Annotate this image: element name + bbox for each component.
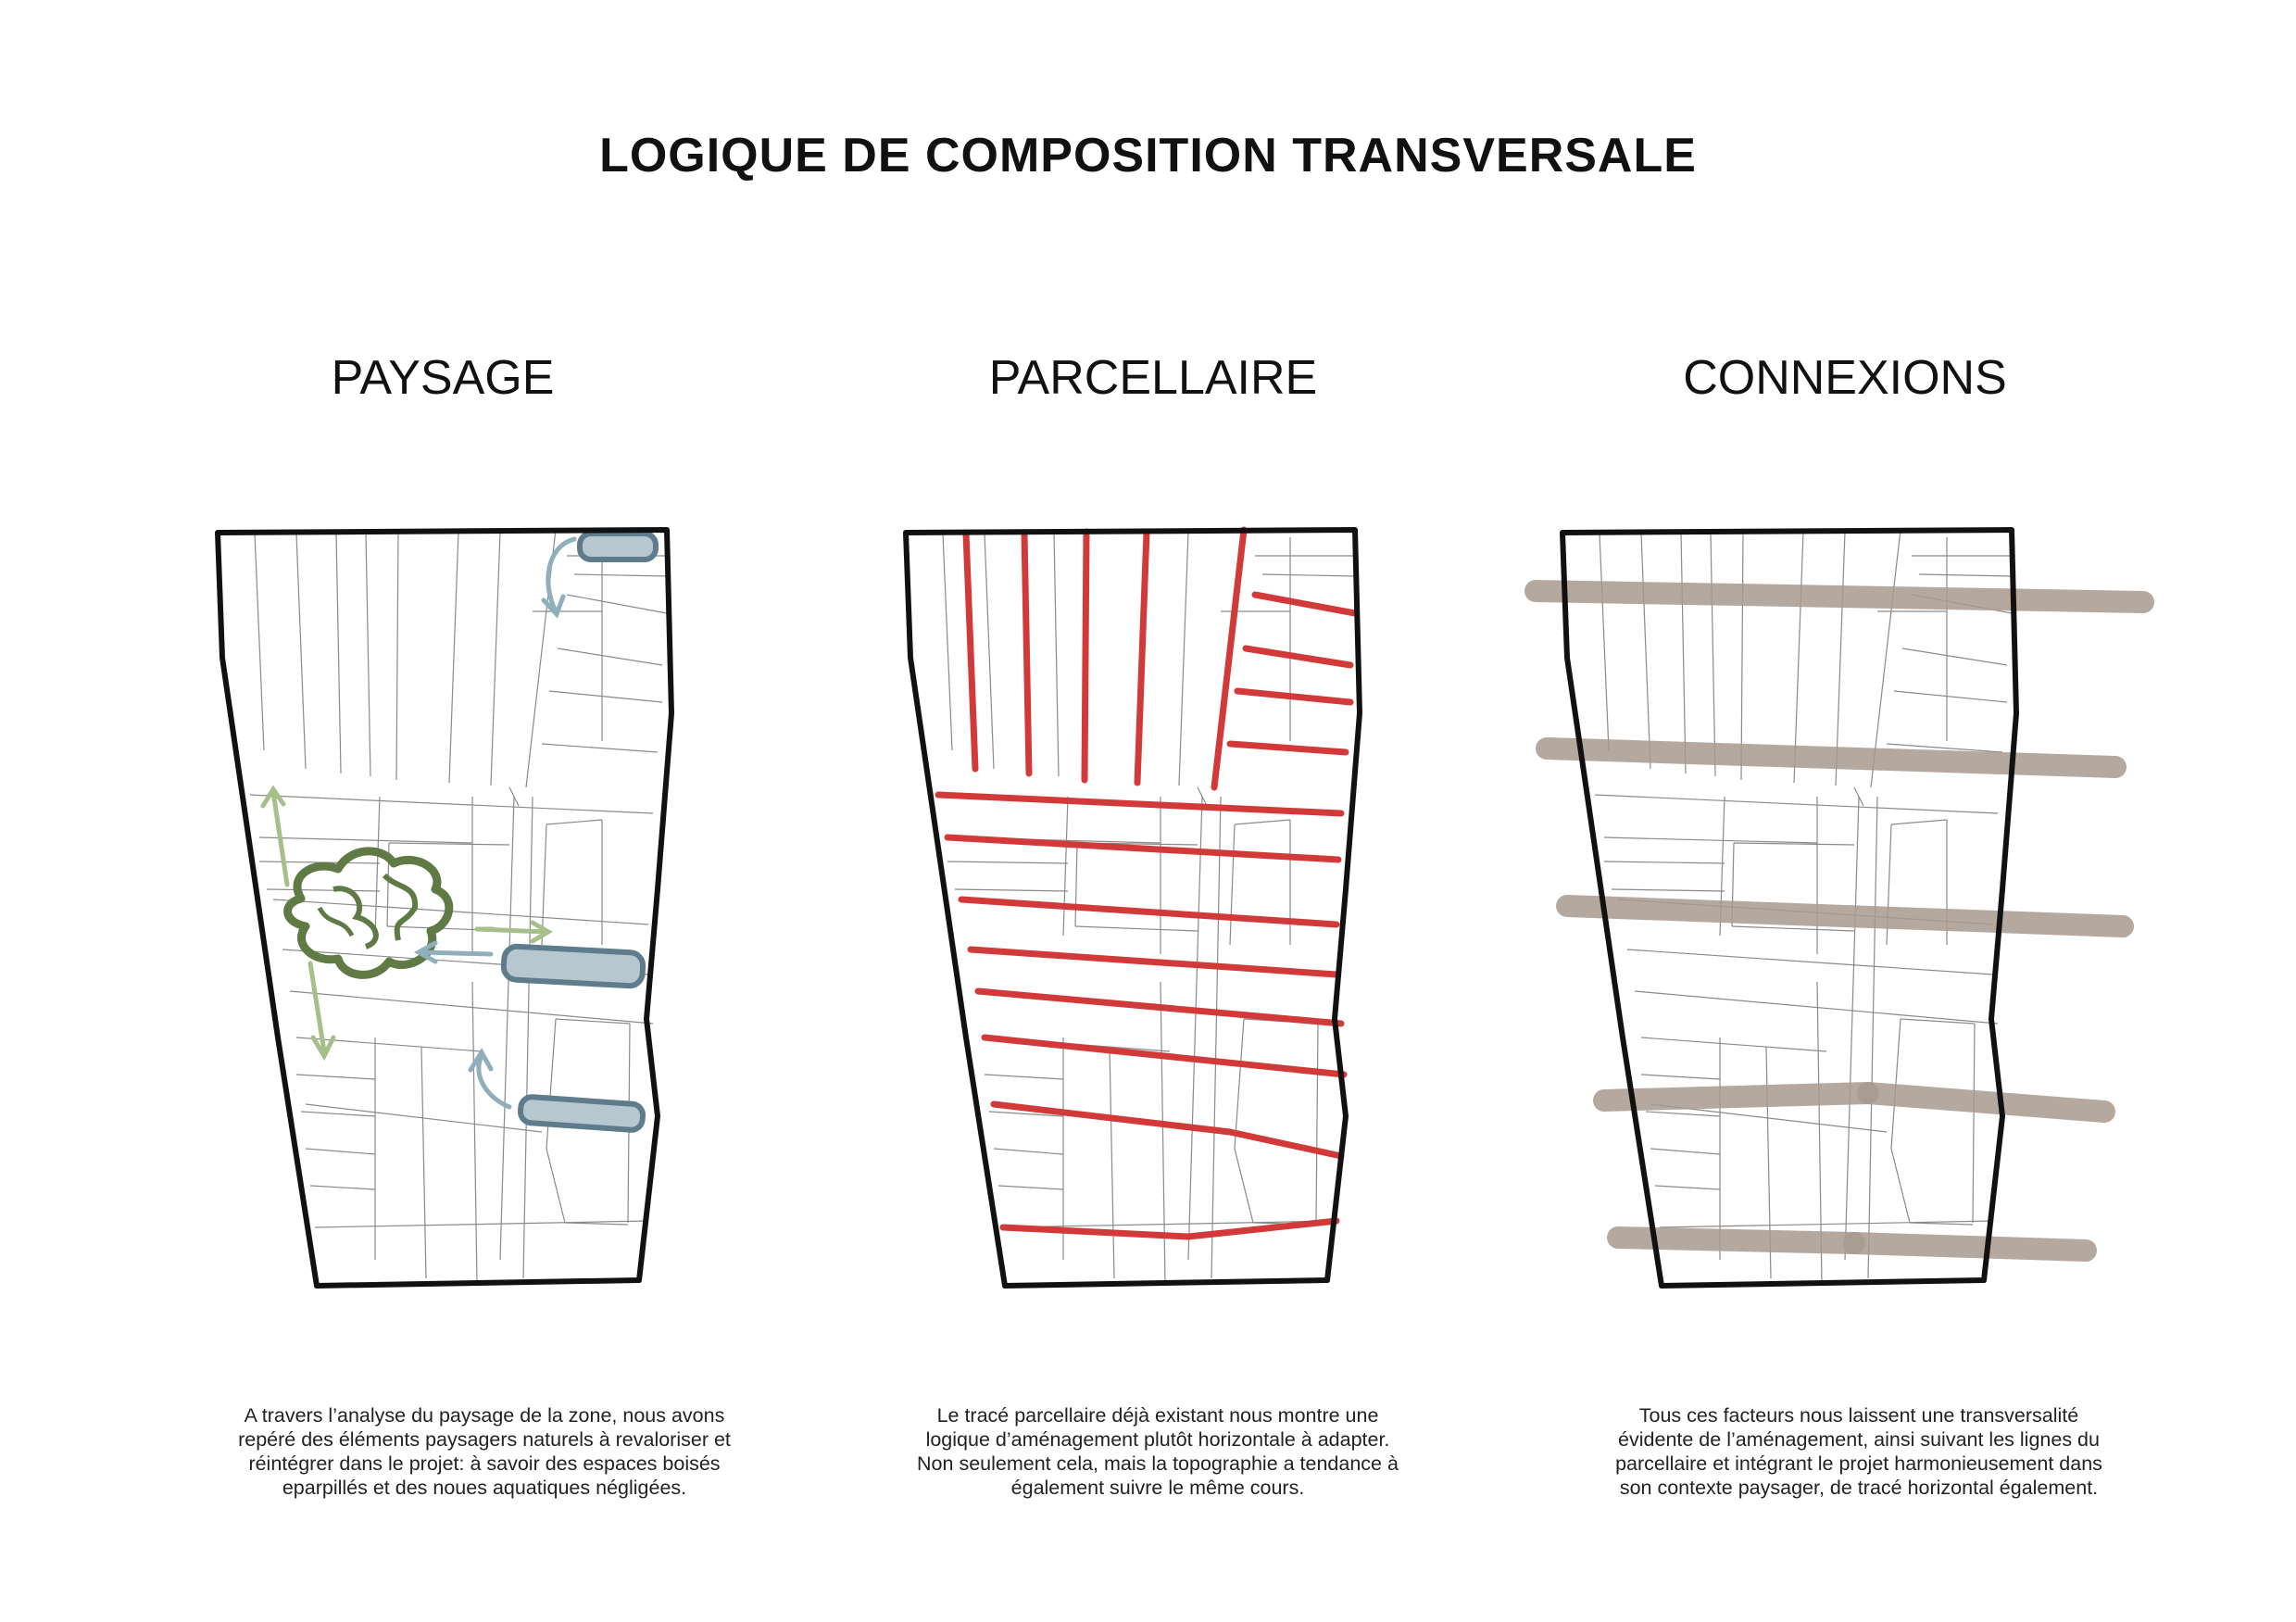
parcel-line — [546, 1019, 556, 1149]
parcel-line — [366, 534, 370, 776]
parcel-line — [1711, 534, 1715, 776]
caption-line: eparpillés et des noues aquatiques négligées. — [282, 1477, 687, 1499]
parcel-line — [1054, 534, 1059, 776]
parcel-line — [396, 532, 398, 780]
caption-line: logique d’aménagement plutôt horizontale à adapter. — [925, 1428, 1390, 1451]
page-title: LOGIQUE DE COMPOSITION TRANSVERSALE — [599, 129, 1697, 182]
parcel-line — [500, 797, 514, 1260]
caption-connexions — [1586, 1403, 2132, 1500]
parcel-line — [1110, 1047, 1114, 1278]
parcel-line — [1627, 949, 1993, 974]
parcel-line — [1732, 926, 1854, 931]
parcel-line — [1973, 1024, 1975, 1223]
parcel-line — [1179, 532, 1188, 786]
parcel-line — [523, 797, 533, 1278]
parcel-line — [1211, 797, 1221, 1278]
parcel-line — [1734, 843, 1854, 845]
parcel-line — [449, 532, 458, 783]
parcel-line — [1845, 797, 1859, 1260]
parcel-line — [1230, 824, 1235, 945]
parcel-line — [375, 797, 380, 936]
caption-line: parcellaire et intégrant le projet harmonieusement dans — [1615, 1452, 2102, 1475]
parcel-line — [1075, 926, 1198, 931]
connexions-map — [1512, 519, 2252, 1315]
parcel-line — [1235, 1019, 1244, 1149]
water-swales — [503, 534, 656, 1131]
parcel-line — [567, 595, 667, 613]
caption-paysage — [211, 1403, 758, 1500]
caption-line: son contexte paysager, de tracé horizontal également. — [1619, 1477, 2099, 1499]
parcel-line — [1641, 1037, 1826, 1051]
parcel-line — [296, 534, 306, 769]
parcel-line — [549, 691, 662, 702]
caption-line: évidente de l’aménagement, ainsi suivant les lignes du — [1618, 1428, 2100, 1451]
parcel-line — [1650, 1149, 1720, 1154]
parcel-line — [310, 1186, 375, 1189]
parcel-line — [1655, 1186, 1720, 1189]
caption-parcellaire — [885, 1403, 1431, 1500]
caption-line: repéré des éléments paysagers naturels à revaloriser et — [238, 1428, 731, 1451]
parcel-line — [1262, 574, 1355, 576]
parcel-line — [574, 574, 667, 576]
parcel-line — [1894, 691, 2007, 702]
parcel-line — [943, 534, 952, 750]
parcel-line — [301, 1112, 375, 1116]
parcel-line — [421, 1047, 426, 1278]
parcel-line — [955, 889, 1068, 891]
parcel-line — [1902, 648, 2007, 665]
cadastral-parcel-lines — [938, 530, 1355, 1283]
parcel-line — [947, 861, 1068, 863]
parcel-line — [1635, 991, 1998, 1024]
parcel-line — [556, 1019, 630, 1024]
parcel-line — [1681, 534, 1686, 773]
caption-line: A travers l’analyse du paysage de la zone, nous avons — [244, 1404, 725, 1427]
parcel-line — [546, 820, 602, 824]
parcel-line — [1891, 1149, 1910, 1223]
parcel-line — [472, 982, 477, 1283]
parcel-line — [1075, 843, 1077, 926]
parcel-line — [1604, 861, 1725, 863]
parcel-line — [336, 534, 341, 773]
parcel-line — [1794, 532, 1803, 783]
parcel-line — [306, 1104, 542, 1132]
parcel-line — [1891, 1019, 1901, 1149]
caption-line: également suivre le même cours. — [1010, 1477, 1305, 1499]
parcel-line — [985, 534, 994, 769]
parcel-line — [1891, 820, 1947, 824]
parcel-line — [267, 889, 380, 891]
parcel-line — [1646, 1112, 1720, 1116]
parcel-line — [994, 1149, 1063, 1154]
parcel-line — [546, 1149, 565, 1223]
parcel-line — [1641, 534, 1650, 769]
parcel-line — [1612, 889, 1725, 891]
parcel-line — [1919, 574, 2012, 576]
parcel-line — [542, 744, 658, 752]
cadastral-parcel-lines — [250, 530, 667, 1283]
parcel-line — [306, 1149, 375, 1154]
heading-connexions: CONNEXIONS — [1683, 351, 2007, 405]
parcel-line — [259, 837, 472, 843]
parcel-line — [255, 534, 264, 750]
parcel-line — [1604, 837, 1817, 843]
parcel-line — [1641, 1075, 1720, 1079]
parcel-line — [565, 1223, 628, 1225]
parcel-line — [1063, 797, 1068, 936]
parcel-line — [1235, 1149, 1253, 1223]
parcel-line — [290, 991, 653, 1024]
parcel-line — [491, 532, 500, 786]
caption-line: réintégrer dans le projet: à savoir des espaces boisés — [248, 1452, 721, 1475]
parcel-line — [1316, 1024, 1318, 1223]
paysage-map — [167, 519, 908, 1315]
parcel-line — [250, 795, 653, 813]
parcel-line — [1901, 1019, 1975, 1024]
caption-line: Tous ces facteurs nous laissent une transversalité — [1638, 1404, 2079, 1427]
parcel-line — [985, 1075, 1063, 1079]
parcel-line — [1910, 1223, 1973, 1225]
parcel-line — [1868, 797, 1877, 1278]
parcel-line — [998, 1186, 1063, 1189]
heading-parcellaire: PARCELLAIRE — [988, 351, 1318, 405]
parcel-line — [389, 843, 509, 845]
heading-paysage: PAYSAGE — [331, 351, 555, 405]
caption-line: Non seulement cela, mais la topographie a tendance à — [917, 1452, 1399, 1475]
parcel-line — [296, 1075, 375, 1079]
parcel-line — [1595, 795, 1998, 813]
parcellaire-map — [855, 519, 1596, 1315]
parcel-line — [1600, 534, 1609, 750]
parcel-line — [1741, 532, 1743, 780]
parcel-highlight-lines — [938, 530, 1355, 1237]
parcel-line — [1188, 797, 1202, 1260]
parcel-line — [558, 648, 662, 665]
parcel-line — [1235, 820, 1290, 824]
caption-line: Le tracé parcellaire déjà existant nous montre une — [936, 1404, 1379, 1427]
